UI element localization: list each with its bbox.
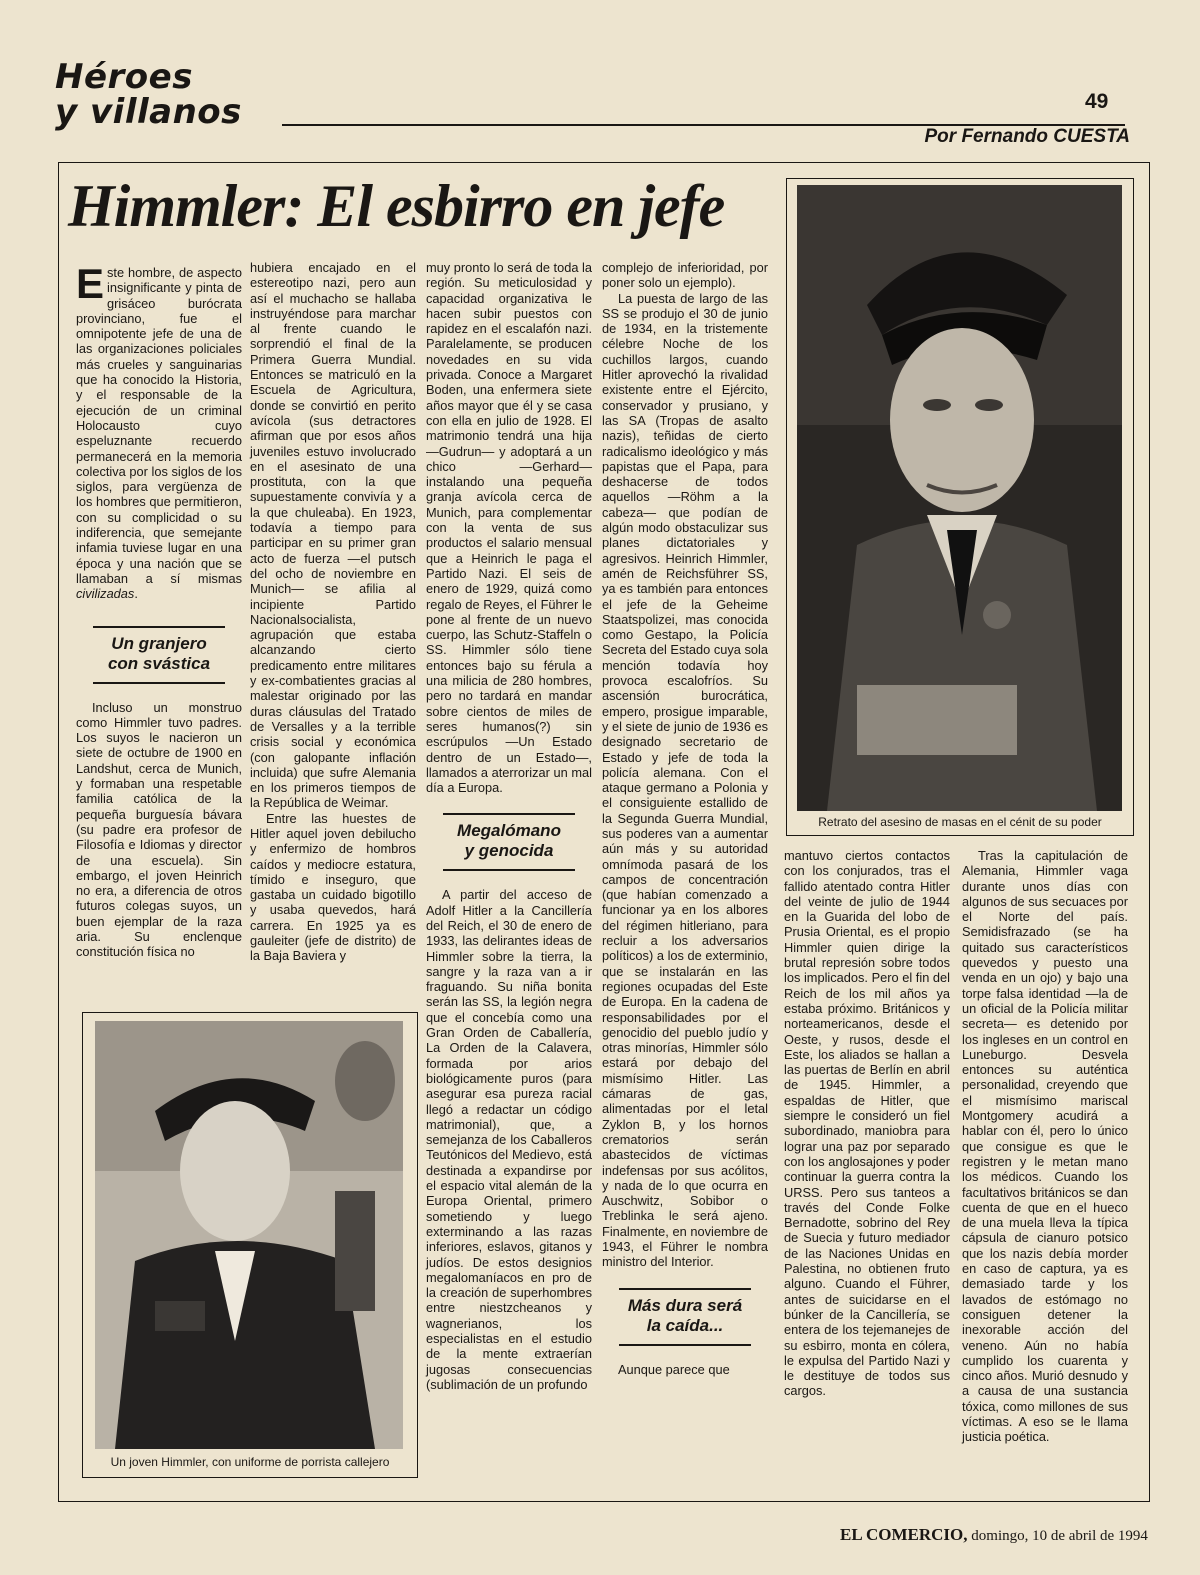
section-title-line2: y villanos <box>55 92 242 132</box>
col4-p2: La puesta de largo de las SS se produjo el 30 de junio de 1934, en la tristemente célebre Noche de los cuchillos largos, cuando Hitler aprovechó la rivalidad existente entre el Ejército, conservador y prusiano, y las SA (Tropas de asalto nazis), teñidas de cierto radicalismo ideológico y más papistas que el Papa, para deshacerse de todos aquellos —Röhm a la cabeza— que podían de algún modo obstaculizar sus planes dictatoriales y agresivos. Heinrich Himmler, amén de Reichsführer SS, ya es también para entonces el jefe de la Geheime Staatspolizei, mas conocida como Gestapo, la Policía Secreta del Estado cuya sola mención todavía hoy provoca escalofríos. Su ascensión burocrática, empero, prosigue imparable, y el siete de junio de 1936 es designado secretario de Estado y jefe de toda la policía alemana. Con el ataque germano a Polonia y el consiguiente estallido de la Segunda Guerra Mundial, sus poderes van a aumentar aún más y su autoridad omnímoda pasará de los campos de concentración (que habían comenzado a funcionar ya en los albores del régimen hitleriano, para recluir a los adversarios políticos) a los de exterminio, que se instalarán en las regiones ocupadas del Este de Europa. En la cadena de responsabilidades por el genocidio del pueblo judío y otras minorías, Himmler sólo estará por debajo del mismísimo Hitler. Las cámaras de gas, alimentadas por el letal Zyklon B, y los hornos crematorios serán abastecidos de víctimas indefensas por sus acólitos, y nada de lo que ocurra en Auschwitz, Sobibor o Treblinka le será ajeno. Finalmente, en noviembre de 1943, el Führer le nombra ministro del Interior. <box>602 290 768 1270</box>
col1-p1-emphasis: civilizadas <box>76 586 135 602</box>
dropcap: E <box>76 260 105 307</box>
subhead-line: con svástica <box>107 653 211 673</box>
footer-paper: EL COMERCIO, <box>840 1525 968 1544</box>
column-4 <box>602 260 768 1377</box>
col3-p2: A partir del acceso de Adolf Hitler a la Cancillería del Reich, el 30 de enero de 1933, las delirantes ideas de Himmler sobre la tierra, la sangre y la raza van a ir fraguando. Su niña bonita serán las SS, la legión negra que el concebía como una Gran Orden de Caballería, La Orden de la Calavera, formada por arios biológicamente puros (para asegurar esa pureza racial llegó a redactar un código matrimonial), que, a semejanza de los Caballeros Teutónicos del Medievo, está destinada a expandirse por el espacio vital alemán de la Europa Oriental, primero sometiendo y luego exterminando a las razas inferiores, eslavos, gitanos y judíos. De estos designios megalomaníacos en pro de la creación de superhombres entre niestzcheanos y wagnerianos, los especialistas en el estudio de la mente extraerían jugosas consecuencias (sublimación de un profundo <box>426 887 592 1392</box>
byline: Por Fernando CUESTA <box>924 126 1130 147</box>
col6-p1: Tras la capitulación de Alemania, Himmler vaga durante unos días con algunos de sus secuaces por el Norte del país. Semidisfrazado (se ha quitado sus característicos quevedos y puesto una venda en un ojo) y bajo una torpe falsa identidad —la de un oficial de la Policía militar secreta— es detenido por los ingleses en un control en Luneburgo. Desvela entonces su auténtica personalidad, creyendo que el mismísimo mariscal Montgomery acudirá a hablar con él, pero lo único que consigue es que le registren y le metan mano los médicos. Cuando los facultativos británicos se dan cuenta de que en el hueco de una muela lleva la típica cápsula de cianuro potsico que los nazis debía morder en caso de captura, ya es demasiado tarde y los lavados de estómago no consiguen detener la inexorable acción del veneno. Aún no había cumplido los cuarenta y cinco años. Murió desnudo y a causa de una sustancia tóxica, como millones de sus víctimas. A eso se le llama justicia poética. <box>962 848 1128 1445</box>
col2-p1: hubiera encajado en el estereotipo nazi, pero aun así el muchacho se hallaba instruyéndose para marchar al frente cuando le sorprendió el final de la Primera Guerra Mundial. Entonces se matriculó en la Escuela de Agricultura, donde se convirtió en perito avícola (sus detractores afirman que por esos años juveniles estuvo involucrado en el asesinato de una prostituta, con la que supuestamente convivía y a la que chuleaba). En 1923, todavía a tiempo para participar en su primer gran acto de fuerza —el putsch del ocho de noviembre en Munich— se afilia al incipiente Partido Nacionalsocialista, agrupación que estaba alcanzando cierto predicamento entre militares y ex-combatientes gracias al malestar originado por las duras cláusulas del Tratado de Versalles y a la terrible crisis social y económica (con galopante inflación incluida) que sufre Alemania en los primeros tiempos de la República de Weimar. <box>250 260 416 811</box>
young-photo-frame <box>82 1012 418 1478</box>
col1-p2: Incluso un monstruo como Himmler tuvo padres. Los suyos le nacieron un siete de octubre de 1900 en Landshut, cerca de Munich, y formaban una respetable familia católica de la pequeña burguesía bávara (su padre era profesor de Filosofía e Idiomas y director de una escuela). Sin embargo, el joven Heinrich no era, a diferencia de otros futuros colegas suyos, un buen ejemplar de la raza aria. Su enclenque constitución física no <box>76 699 242 960</box>
footer-date: domingo, 10 de abril de 1994 <box>971 1528 1148 1544</box>
subhead-line: Un granjero <box>111 633 207 653</box>
subhead-line: Megalómano <box>457 821 561 841</box>
col4-p3: Aunque parece que <box>618 1361 730 1377</box>
subhead-line: y genocida <box>464 841 554 861</box>
col1-p1: ste hombre, de aspecto insignificante y pinta de grisáceo burócrata provinciano, fue el omnipotente jefe de una de las organizaciones policiales más crueles y sanguinarias que ha conocido la Historia, y el responsable de la ejecución de un criminal Holocausto cuyo espeluznante recuerdo permanecerá en la memoria colectiva por los siglos de los siglos, para vergüenza de los hombres que permitieron, con su complicidad o su indiferencia, que semejante infamia tuviese lugar en una época y una nación que se llamaban a sí mismas <box>76 265 242 586</box>
column-5 <box>784 848 950 1399</box>
portrait-photo-frame <box>786 178 1134 836</box>
portrait-image <box>797 185 1122 811</box>
column-6 <box>962 848 1128 1445</box>
column-2 <box>250 260 416 964</box>
young-photo <box>95 1021 403 1449</box>
subhead-granjero <box>76 626 242 684</box>
young-image <box>95 1021 403 1449</box>
subhead-caida <box>602 1288 768 1346</box>
footer <box>840 1525 1148 1545</box>
headline: Himmler: El esbirro en jefe <box>68 173 725 239</box>
col2-p2: Entre las huestes de Hitler aquel joven debilucho y enfermizo de hombros caídos y mediocre estatura, tímido e inseguro, que gastaba un cuidado bigotillo y usaba quevedos, hará carrera. En 1925 ya es gauleiter (jefe de distrito) de la Baja Baviera y <box>250 810 416 964</box>
section-title <box>55 57 315 132</box>
col3-p1: muy pronto lo será de toda la región. Su meticulosidad y capacidad organizativa le hacen subir puestos con rapidez en el escalafón nazi. Paralelamente, se producen novedades en su vida privada. Conoce a Margaret Boden, una enfermera siete años mayor que él y se casa con ella en julio de 1928. El matrimonio tendrá una hija —Gudrun— y adoptará a un chico —Gerhard— instalando una pequeña granja avícola cerca de Munich, para complementar con la venta de sus productos el salario mensual que a Heinrich le paga el Partido Nazi. El seis de enero de 1929, quizá como regalo de Reyes, el Führer le pone al frente de un nuevo cuerpo, las Schutz-Staffeln o SS. Himmler sólo tiene entonces bajo su férula a una milicia de 280 hombres, pero no tardará en mandar sobre cientos de miles de seres humanos(?) sin escrúpulos —Un Estado dentro de un Estado—, llamados a aterrorizar un mal día a Europa. <box>426 260 592 796</box>
column-3 <box>426 260 592 1392</box>
portrait-caption: Retrato del asesino de masas en el cénit de su poder <box>818 815 1102 829</box>
young-caption: Un joven Himmler, con uniforme de porrista callejero <box>110 1455 390 1469</box>
column-1: Este hombre, de aspecto insignificante y pinta de grisáceo burócrata provinciano, fue el omnipotente jefe de una de las organizaciones policiales más crueles y sanguinarias que ha conocido la Historia, y el responsable de la ejecución de un criminal Holocausto cuyo espeluznante recuerdo permanecerá en la memoria colectiva por los siglos de los siglos, para vergüenza de los hombres que permitieron, con su complicidad o su indiferencia, que semejante infamia tuviese lugar en una época y una nación que se llamaban a sí mismas civilizadas. Un granjero con svástica Incluso un monstruo como Himmler tuvo padres. Los suyos le nacieron un siete de octubre de 1900 en Landshut, cerca de Munich, y formaban una respetable familia católica de la pequeña burguesía bávara (su padre era profesor de Filosofía e Idiomas y director de una escuela). Sin embargo, el joven Heinrich no era, a diferencia de otros futuros colegas suyos, un buen ejemplar de la raza aria. Su enclenque constitución física no <box>76 260 242 960</box>
section-title-line1: Héroes <box>55 57 193 97</box>
col4-p1: complejo de inferioridad, por poner solo un ejemplo). <box>602 260 768 291</box>
subhead-line: la caída... <box>646 1315 724 1335</box>
col5-p1: mantuvo ciertos contactos con los conjurados, tras el fallido atentado contra Hitler del veinte de julio de 1944 en la Guarida del lobo de Prusia Oriental, es el propio Himmler quien dirige la brutal represión sobre todos los implicados. Pero el fin del Reich de los mil años ya estaba próximo. Británicos y norteamericanos, desde el Oeste, y rusos, desde el Este, los aliados se hallan a las puertas de Berlín en abril de 1945. Himmler, a espaldas de Hitler, que siempre le consideró un fiel subordinado, maniobra para lograr una paz por separado con los anglosajones y poder continuar la guerra contra la URSS. Pero sus tanteos a través del Conde Folke Bernadotte, sobrino del Rey de Suecia y futuro mediador de las Naciones Unidas en Palestina, no obtienen fruto alguno. Cuando el Führer, antes de suicidarse en el búnker de la Cancillería, se entera de los tejemanejes de su esbirro, monta en cólera, le expulsa del Partido Nazi y le destituye de todos sus cargos. <box>784 848 950 1399</box>
portrait-photo <box>797 185 1122 811</box>
subhead-megalomano <box>426 813 592 871</box>
subhead-line: Más dura será <box>627 1295 743 1315</box>
page-number: 49 <box>1085 90 1109 113</box>
